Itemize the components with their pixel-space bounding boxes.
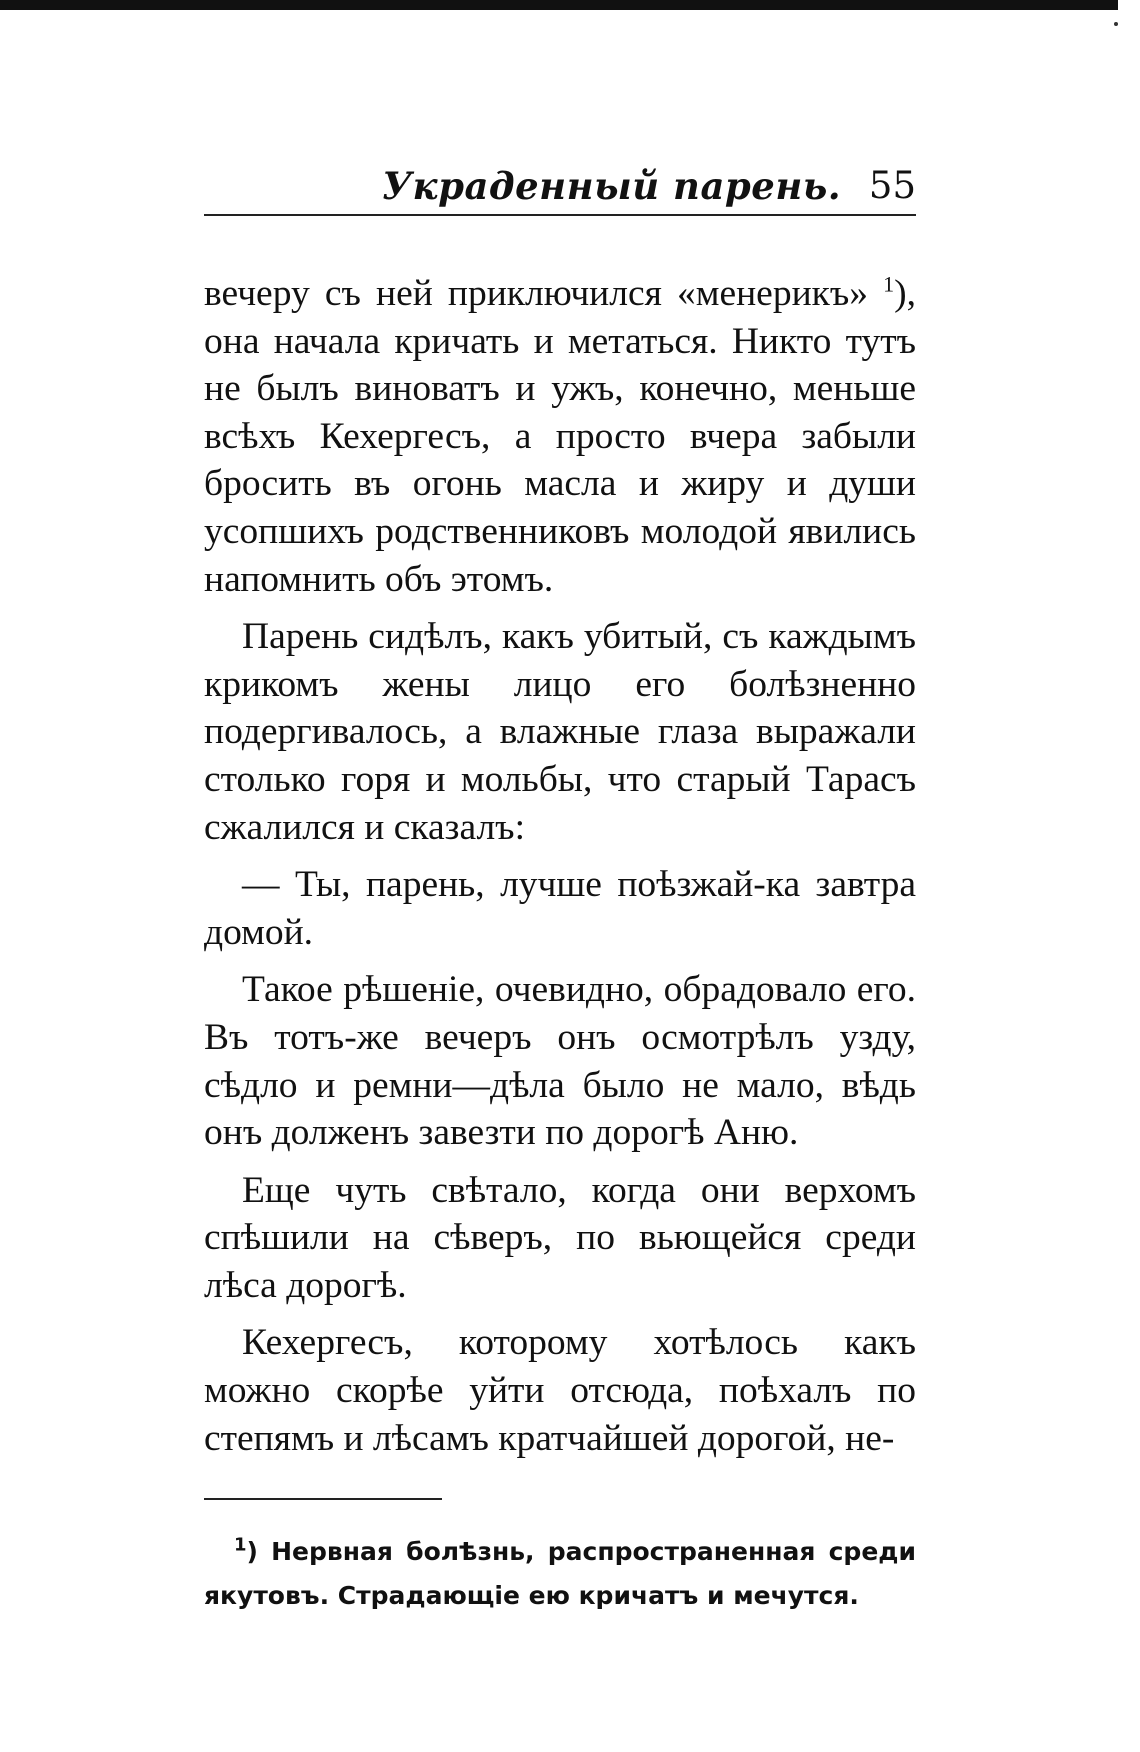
paragraph-3: — Ты, парень, лучше поѣзжай-ка завтра домой. [204,864,916,953]
top-border-rule [0,0,1118,10]
paragraph-1-continuation: ), она начала кричать и метаться. Никто тутъ не былъ виноватъ и ужъ, конечно, меньше всѣхъ Кехергесъ, а просто вчера забыли бросить въ огонь масла и жиру и души усопшихъ родственниковъ молодой явились напомнить объ этомъ. [204,273,917,600]
paragraph-4: Такое рѣшеніе, очевидно, обрадовало его. Въ тотъ-же вечеръ онъ осмотрѣлъ узду, сѣдло и ремни—дѣла было не мало, вѣдь онъ долженъ завезти по дорогѣ Аню. [204,969,916,1154]
header-rule [204,214,916,216]
body-text [204,270,916,1462]
page-number: 55 [868,164,916,207]
footnote-marker: 1 [234,1534,247,1556]
footnote-text: ) Нервная болѣзнь, распространенная среди якутовъ. Страдающіе ею кричатъ и мечутся. [204,1537,916,1611]
footnote-rule [204,1498,442,1500]
margin-speck [1114,22,1118,26]
book-page [204,150,916,1618]
paragraph-2: Парень сидѣлъ, какъ убитый, съ каждымъ крикомъ жены лицо его болѣзненно подергивалось, а влажные глаза выражали столько горя и мольбы, что старый Тарасъ сжалился и сказалъ: [204,616,916,848]
footnote-reference: 1 [883,271,895,297]
paragraph-1 [204,270,916,603]
running-title: Украденный парень. [382,164,842,208]
footnote [204,1530,916,1618]
running-header [204,150,916,220]
paragraph-1-text: вечеру съ ней приключился «менерикъ» [204,273,868,314]
paragraph-6: Кехергесъ, которому хотѣлось какъ можно скорѣе уйти отсюда, поѣхалъ по степямъ и лѣсамъ кратчайшей дорогой, не- [204,1322,916,1459]
paragraph-5: Еще чуть свѣтало, когда они верхомъ спѣшили на сѣверъ, по вьющейся среди лѣса дорогѣ. [204,1169,916,1306]
